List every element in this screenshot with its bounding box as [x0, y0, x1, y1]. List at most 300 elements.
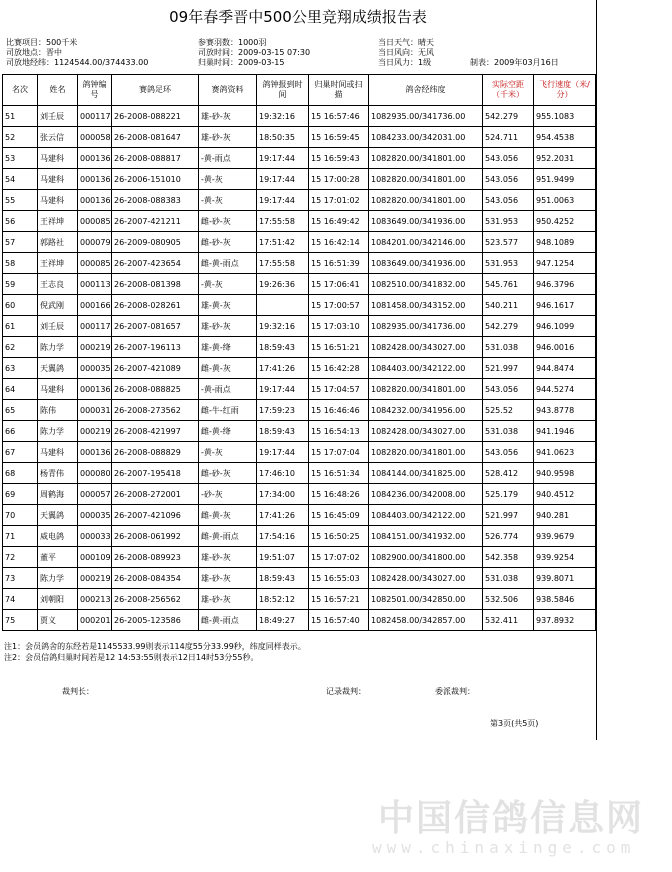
speed-cell: 940.281: [534, 505, 596, 526]
clock-id-cell: 000213: [78, 589, 112, 610]
column-header: 鸽钟编号: [78, 75, 112, 106]
clock-id-cell: 000201: [78, 610, 112, 631]
clock-time-cell: 18:52:12: [257, 589, 309, 610]
clock-time-cell: 19:17:44: [257, 379, 309, 400]
speed-cell: 955.1083: [534, 106, 596, 127]
watermark-site-name: 中国信鸽信息网: [378, 798, 645, 839]
info-event: 比赛项目：500千米: [6, 38, 78, 47]
pigeon-info-cell: 雌-牛-红雨: [199, 400, 257, 421]
speed-cell: 937.8932: [534, 610, 596, 631]
table-row: [3, 148, 596, 169]
arrival-time-cell: 15 16:45:09: [309, 505, 369, 526]
rank-cell: 54: [3, 169, 38, 190]
clock-time-cell: 18:50:35: [257, 127, 309, 148]
clock-time-cell: 19:51:07: [257, 547, 309, 568]
distance-cell: 521.997: [483, 358, 534, 379]
pigeon-info-cell: 雄-砂-灰: [199, 106, 257, 127]
ring-number-cell: 26-2007-196113: [112, 337, 199, 358]
table-row: [3, 379, 596, 400]
column-header: 鸽钟报到时间: [257, 75, 309, 106]
rank-cell: 67: [3, 442, 38, 463]
rank-cell: 56: [3, 211, 38, 232]
ring-number-cell: 26-2008-061992: [112, 526, 199, 547]
table-row: [3, 505, 596, 526]
name-cell: 王志良: [38, 274, 78, 295]
name-cell: 王祥坤: [38, 253, 78, 274]
speed-cell: 940.4512: [534, 484, 596, 505]
clock-time-cell: 18:59:43: [257, 421, 309, 442]
speed-cell: 946.3796: [534, 274, 596, 295]
clock-time-cell: 17:46:10: [257, 463, 309, 484]
ring-number-cell: 26-2009-080905: [112, 232, 199, 253]
name-cell: 刘朝阳: [38, 589, 78, 610]
clock-time-cell: 19:17:44: [257, 442, 309, 463]
arrival-time-cell: 15 16:57:21: [309, 589, 369, 610]
column-header: 实际空距（千米）: [483, 75, 534, 106]
table-row: [3, 295, 596, 316]
distance-cell: 531.038: [483, 568, 534, 589]
speed-cell: 951.9499: [534, 169, 596, 190]
arrival-time-cell: 15 17:07:04: [309, 442, 369, 463]
name-cell: 马建科: [38, 190, 78, 211]
loft-coords-cell: 1082428.00/343027.00: [369, 568, 483, 589]
name-cell: 王祥坤: [38, 211, 78, 232]
arrival-time-cell: 15 17:03:10: [309, 316, 369, 337]
table-row: [3, 442, 596, 463]
ring-number-cell: 26-2008-088817: [112, 148, 199, 169]
column-header: 赛鸽资料: [199, 75, 257, 106]
arrival-time-cell: 15 17:00:57: [309, 295, 369, 316]
loft-coords-cell: 1082935.00/341736.00: [369, 106, 483, 127]
watermark-url: www.chinaxinge.com: [372, 838, 636, 857]
name-cell: 马建科: [38, 379, 78, 400]
ring-number-cell: 26-2008-028261: [112, 295, 199, 316]
distance-cell: 521.997: [483, 505, 534, 526]
rank-cell: 64: [3, 379, 38, 400]
info-wind-force: 当日风力：1级: [378, 58, 432, 67]
ring-number-cell: 26-2008-089923: [112, 547, 199, 568]
clock-id-cell: 000035: [78, 358, 112, 379]
arrival-time-cell: 15 16:42:28: [309, 358, 369, 379]
column-header: 名次: [3, 75, 38, 106]
table-row: [3, 568, 596, 589]
loft-coords-cell: 1081458.00/343152.00: [369, 295, 483, 316]
clock-time-cell: 17:55:58: [257, 253, 309, 274]
clock-time-cell: 17:34:00: [257, 484, 309, 505]
column-header: 飞行速度（米/分）: [534, 75, 596, 106]
name-cell: 陈伟: [38, 400, 78, 421]
page-number: 第3页(共5页): [490, 719, 539, 728]
table-row: [3, 316, 596, 337]
loft-coords-cell: 1084232.00/341956.00: [369, 400, 483, 421]
pigeon-info-cell: 雌-黄-灰: [199, 358, 257, 379]
ring-number-cell: 26-2008-272001: [112, 484, 199, 505]
clock-id-cell: 000166: [78, 295, 112, 316]
clock-id-cell: 000109: [78, 547, 112, 568]
rank-cell: 73: [3, 568, 38, 589]
distance-cell: 542.279: [483, 316, 534, 337]
loft-coords-cell: 1082820.00/341801.00: [369, 148, 483, 169]
loft-coords-cell: 1083649.00/341936.00: [369, 211, 483, 232]
pigeon-info-cell: 雄-砂-灰: [199, 568, 257, 589]
clock-id-cell: 000136: [78, 190, 112, 211]
table-row: [3, 169, 596, 190]
name-cell: 周鹤海: [38, 484, 78, 505]
distance-cell: 528.412: [483, 463, 534, 484]
committee-referee-signature: 委派裁判：: [435, 687, 475, 696]
clock-id-cell: 000136: [78, 148, 112, 169]
clock-time-cell: 18:59:43: [257, 568, 309, 589]
table-row: [3, 589, 596, 610]
table-row: [3, 211, 596, 232]
pigeon-info-cell: 雌-黄-雨点: [199, 610, 257, 631]
distance-cell: 545.761: [483, 274, 534, 295]
speed-cell: 940.9598: [534, 463, 596, 484]
pigeon-info-cell: -黄-灰: [199, 190, 257, 211]
rank-cell: 60: [3, 295, 38, 316]
arrival-time-cell: 15 16:42:14: [309, 232, 369, 253]
name-cell: 贾义: [38, 610, 78, 631]
speed-cell: 939.9254: [534, 547, 596, 568]
ring-number-cell: 26-2007-195418: [112, 463, 199, 484]
arrival-time-cell: 15 17:06:41: [309, 274, 369, 295]
rank-cell: 70: [3, 505, 38, 526]
rank-cell: 62: [3, 337, 38, 358]
clock-id-cell: 000136: [78, 442, 112, 463]
rank-cell: 55: [3, 190, 38, 211]
loft-coords-cell: 1084233.00/342031.00: [369, 127, 483, 148]
rank-cell: 69: [3, 484, 38, 505]
speed-cell: 946.1099: [534, 316, 596, 337]
arrival-time-cell: 15 16:57:46: [309, 106, 369, 127]
arrival-time-cell: 15 16:46:46: [309, 400, 369, 421]
rank-cell: 71: [3, 526, 38, 547]
clock-id-cell: 000117: [78, 316, 112, 337]
distance-cell: 531.038: [483, 337, 534, 358]
arrival-time-cell: 15 16:51:39: [309, 253, 369, 274]
speed-cell: 941.0623: [534, 442, 596, 463]
speed-cell: 941.1946: [534, 421, 596, 442]
arrival-time-cell: 15 16:54:13: [309, 421, 369, 442]
clock-time-cell: 17:55:58: [257, 211, 309, 232]
pigeon-info-cell: 雌-黄-雨点: [199, 526, 257, 547]
name-cell: 倪武刚: [38, 295, 78, 316]
loft-coords-cell: 1082510.00/341832.00: [369, 274, 483, 295]
clock-time-cell: 17:41:26: [257, 358, 309, 379]
speed-cell: 944.5274: [534, 379, 596, 400]
clock-time-cell: 19:17:44: [257, 169, 309, 190]
clock-id-cell: 000058: [78, 127, 112, 148]
ring-number-cell: 26-2007-423654: [112, 253, 199, 274]
table-row: [3, 400, 596, 421]
distance-cell: 525.52: [483, 400, 534, 421]
name-cell: 刘壬辰: [38, 106, 78, 127]
distance-cell: 543.056: [483, 169, 534, 190]
table-row: [3, 358, 596, 379]
rank-cell: 72: [3, 547, 38, 568]
loft-coords-cell: 1082820.00/341801.00: [369, 442, 483, 463]
info-return-date: 归巢时间：2009-03-15: [198, 58, 285, 67]
ring-number-cell: 26-2008-088221: [112, 106, 199, 127]
distance-cell: 531.953: [483, 253, 534, 274]
speed-cell: 954.4538: [534, 127, 596, 148]
name-cell: 马建科: [38, 442, 78, 463]
rank-cell: 59: [3, 274, 38, 295]
table-row: [3, 463, 596, 484]
clock-id-cell: 000219: [78, 337, 112, 358]
distance-cell: 532.506: [483, 589, 534, 610]
footnote-1: 注1：会员鸽舍的东经若是1145533.99则表示114度55分33.99秒，纬度同样表示。: [4, 642, 306, 651]
report-title: 09年春季晋中500公里竞翔成绩报告表: [169, 8, 427, 26]
loft-coords-cell: 1084201.00/342146.00: [369, 232, 483, 253]
table-header-row: [3, 75, 596, 106]
arrival-time-cell: 15 17:01:02: [309, 190, 369, 211]
clock-id-cell: 000033: [78, 526, 112, 547]
clock-id-cell: 000080: [78, 463, 112, 484]
clock-id-cell: 000219: [78, 568, 112, 589]
table-row: [3, 127, 596, 148]
arrival-time-cell: 15 16:59:45: [309, 127, 369, 148]
clock-time-cell: 17:41:26: [257, 505, 309, 526]
loft-coords-cell: 1082820.00/341801.00: [369, 169, 483, 190]
distance-cell: 543.056: [483, 148, 534, 169]
arrival-time-cell: 15 16:55:03: [309, 568, 369, 589]
speed-cell: 946.0016: [534, 337, 596, 358]
loft-coords-cell: 1082428.00/343027.00: [369, 421, 483, 442]
distance-cell: 542.279: [483, 106, 534, 127]
footnote-2: 注2：会员信鸽归巢时间若是12 14:53:55则表示12日14时53分55秒。: [4, 653, 259, 662]
rank-cell: 53: [3, 148, 38, 169]
pigeon-info-cell: 雌-黄-灰: [199, 505, 257, 526]
clock-id-cell: 000136: [78, 169, 112, 190]
pigeon-info-cell: 雄-砂-灰: [199, 127, 257, 148]
pigeon-info-cell: 雌-砂-灰: [199, 463, 257, 484]
arrival-time-cell: 15 16:51:34: [309, 463, 369, 484]
table-row: [3, 190, 596, 211]
pigeon-info-cell: 雌-黄-绛: [199, 421, 257, 442]
speed-cell: 939.9679: [534, 526, 596, 547]
name-cell: 陈力学: [38, 337, 78, 358]
name-cell: 马建科: [38, 169, 78, 190]
arrival-time-cell: 15 16:48:26: [309, 484, 369, 505]
info-release-time: 司放时间：2009-03-15 07:30: [198, 48, 311, 57]
name-cell: 张云信: [38, 127, 78, 148]
ring-number-cell: 26-2008-088825: [112, 379, 199, 400]
clock-time-cell: 19:32:16: [257, 106, 309, 127]
clock-id-cell: 000035: [78, 505, 112, 526]
ring-number-cell: 26-2008-421997: [112, 421, 199, 442]
distance-cell: 525.179: [483, 484, 534, 505]
info-weather: 当日天气：晴天: [378, 38, 434, 47]
clock-id-cell: 000031: [78, 400, 112, 421]
name-cell: 董平: [38, 547, 78, 568]
loft-coords-cell: 1082900.00/341800.00: [369, 547, 483, 568]
pigeon-info-cell: -黄-灰: [199, 442, 257, 463]
clock-time-cell: 19:26:36: [257, 274, 309, 295]
rank-cell: 52: [3, 127, 38, 148]
distance-cell: 543.056: [483, 379, 534, 400]
distance-cell: 532.411: [483, 610, 534, 631]
pigeon-info-cell: 雌-砂-灰: [199, 232, 257, 253]
loft-coords-cell: 1084151.00/341932.00: [369, 526, 483, 547]
speed-cell: 948.1089: [534, 232, 596, 253]
table-row: [3, 253, 596, 274]
rank-cell: 61: [3, 316, 38, 337]
rank-cell: 57: [3, 232, 38, 253]
loft-coords-cell: 1082501.00/342850.00: [369, 589, 483, 610]
clock-id-cell: 000117: [78, 106, 112, 127]
rank-cell: 66: [3, 421, 38, 442]
clock-time-cell: 18:49:27: [257, 610, 309, 631]
speed-cell: 951.0063: [534, 190, 596, 211]
clock-time-cell: 19:17:44: [257, 148, 309, 169]
speed-cell: 950.4252: [534, 211, 596, 232]
pigeon-info-cell: 雄-黄-灰: [199, 295, 257, 316]
clock-time-cell: 17:51:42: [257, 232, 309, 253]
table-row: [3, 547, 596, 568]
pigeon-info-cell: -黄-灰: [199, 274, 257, 295]
loft-coords-cell: 1084403.00/342122.00: [369, 505, 483, 526]
loft-coords-cell: 1084236.00/342008.00: [369, 484, 483, 505]
results-table: [2, 74, 596, 631]
table-row: [3, 421, 596, 442]
arrival-time-cell: 15 16:49:42: [309, 211, 369, 232]
speed-cell: 943.8778: [534, 400, 596, 421]
ring-number-cell: 26-2007-421096: [112, 505, 199, 526]
speed-cell: 947.1254: [534, 253, 596, 274]
rank-cell: 75: [3, 610, 38, 631]
loft-coords-cell: 1084403.00/342122.00: [369, 358, 483, 379]
ring-number-cell: 26-2008-081647: [112, 127, 199, 148]
table-row: [3, 232, 596, 253]
clock-time-cell: 19:32:16: [257, 316, 309, 337]
distance-cell: 543.056: [483, 190, 534, 211]
clock-id-cell: 000136: [78, 379, 112, 400]
pigeon-info-cell: -砂-灰: [199, 484, 257, 505]
arrival-time-cell: 15 17:07:02: [309, 547, 369, 568]
name-cell: 天翼鸽: [38, 358, 78, 379]
loft-coords-cell: 1082935.00/341736.00: [369, 316, 483, 337]
pigeon-info-cell: -黄-雨点: [199, 148, 257, 169]
loft-coords-cell: 1082820.00/341801.00: [369, 190, 483, 211]
ring-number-cell: 26-2006-151010: [112, 169, 199, 190]
name-cell: 陈力学: [38, 421, 78, 442]
loft-coords-cell: 1082820.00/341801.00: [369, 379, 483, 400]
rank-cell: 68: [3, 463, 38, 484]
column-header: 赛鸽足环: [112, 75, 199, 106]
pigeon-info-cell: 雌-砂-灰: [199, 211, 257, 232]
pigeon-info-cell: -黄-灰: [199, 169, 257, 190]
ring-number-cell: 26-2008-088383: [112, 190, 199, 211]
name-cell: 马建科: [38, 148, 78, 169]
column-header: 归巢时间或扫描: [309, 75, 369, 106]
column-header: 鸽舍经纬度: [369, 75, 483, 106]
name-cell: 杨青伟: [38, 463, 78, 484]
rank-cell: 58: [3, 253, 38, 274]
clock-id-cell: 000219: [78, 421, 112, 442]
clock-time-cell: 17:54:16: [257, 526, 309, 547]
clock-id-cell: 000057: [78, 484, 112, 505]
table-row: [3, 274, 596, 295]
table-row: [3, 484, 596, 505]
ring-number-cell: 26-2007-421211: [112, 211, 199, 232]
arrival-time-cell: 15 17:00:28: [309, 169, 369, 190]
speed-cell: 938.5846: [534, 589, 596, 610]
distance-cell: 523.577: [483, 232, 534, 253]
name-cell: 郭路社: [38, 232, 78, 253]
distance-cell: 531.038: [483, 421, 534, 442]
distance-cell: 543.056: [483, 442, 534, 463]
clock-id-cell: 000085: [78, 211, 112, 232]
speed-cell: 939.8071: [534, 568, 596, 589]
chief-referee-signature: 裁判长：: [62, 687, 94, 696]
speed-cell: 944.8474: [534, 358, 596, 379]
table-row: [3, 106, 596, 127]
pigeon-info-cell: -黄-雨点: [199, 379, 257, 400]
loft-coords-cell: 1082458.00/342857.00: [369, 610, 483, 631]
clock-time-cell: 19:17:44: [257, 190, 309, 211]
footnotes: [4, 641, 306, 663]
clock-time-cell: 18:59:43: [257, 337, 309, 358]
info-prepared-date: 制表：2009年03月16日: [470, 58, 559, 67]
name-cell: 威电鸽: [38, 526, 78, 547]
name-cell: 天翼鸽: [38, 505, 78, 526]
speed-cell: 952.2031: [534, 148, 596, 169]
table-row: [3, 610, 596, 631]
ring-number-cell: 26-2007-421089: [112, 358, 199, 379]
ring-number-cell: 26-2008-081398: [112, 274, 199, 295]
distance-cell: 540.211: [483, 295, 534, 316]
rank-cell: 74: [3, 589, 38, 610]
recorder-referee-signature: 记录裁判：: [326, 687, 366, 696]
loft-coords-cell: 1082428.00/343027.00: [369, 337, 483, 358]
table-row: [3, 526, 596, 547]
arrival-time-cell: 15 16:50:25: [309, 526, 369, 547]
page-edge-line: [596, 0, 597, 740]
pigeon-info-cell: 雄-砂-灰: [199, 589, 257, 610]
speed-cell: 946.1617: [534, 295, 596, 316]
pigeon-info-cell: 雄-黄-绛: [199, 337, 257, 358]
pigeon-info-cell: 雄-砂-灰: [199, 547, 257, 568]
column-header: 姓名: [38, 75, 78, 106]
ring-number-cell: 26-2005-123586: [112, 610, 199, 631]
clock-time-cell: [257, 295, 309, 316]
arrival-time-cell: 15 17:04:57: [309, 379, 369, 400]
clock-id-cell: 000113: [78, 274, 112, 295]
info-release-coords: 司放地经纬：1124544.00/374433.00: [6, 58, 149, 67]
info-entries: 参赛羽数：1000羽: [198, 38, 267, 47]
info-wind-direction: 当日风向：无风: [378, 48, 434, 57]
table-row: [3, 337, 596, 358]
name-cell: 刘壬辰: [38, 316, 78, 337]
info-release-place: 司放地点：晋中: [6, 48, 62, 57]
rank-cell: 65: [3, 400, 38, 421]
distance-cell: 524.711: [483, 127, 534, 148]
distance-cell: 526.774: [483, 526, 534, 547]
ring-number-cell: 26-2008-273562: [112, 400, 199, 421]
pigeon-info-cell: 雄-砂-灰: [199, 316, 257, 337]
ring-number-cell: 26-2008-256562: [112, 589, 199, 610]
pigeon-info-cell: 雌-黄-雨点: [199, 253, 257, 274]
clock-time-cell: 17:59:23: [257, 400, 309, 421]
ring-number-cell: 26-2008-084354: [112, 568, 199, 589]
name-cell: 陈力学: [38, 568, 78, 589]
ring-number-cell: 26-2007-081657: [112, 316, 199, 337]
arrival-time-cell: 15 16:51:21: [309, 337, 369, 358]
ring-number-cell: 26-2008-088829: [112, 442, 199, 463]
distance-cell: 531.953: [483, 211, 534, 232]
rank-cell: 51: [3, 106, 38, 127]
